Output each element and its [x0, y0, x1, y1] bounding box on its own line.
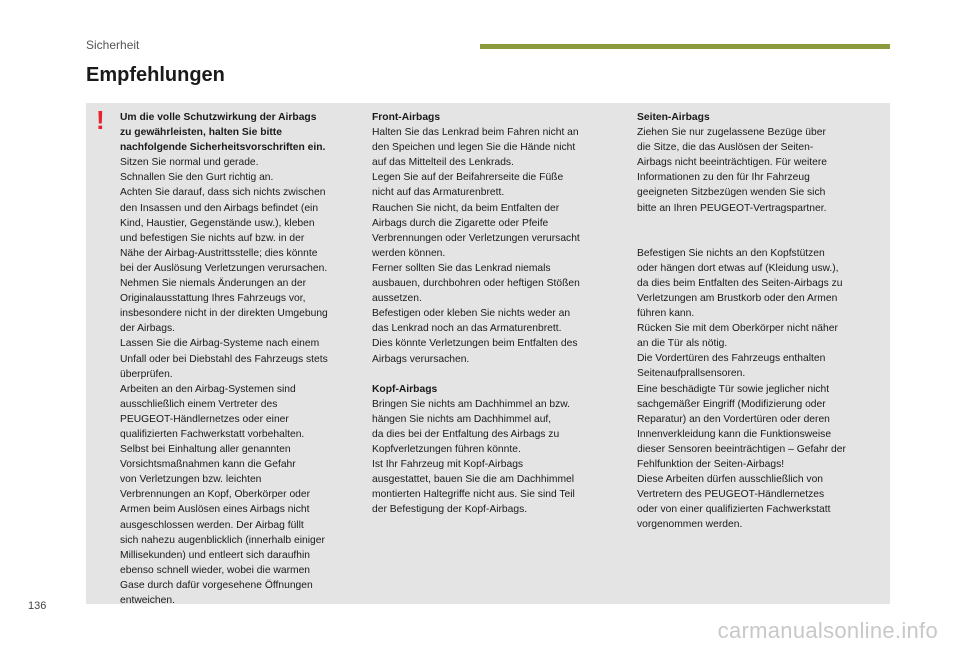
side-airbags-text: Ziehen Sie nur zugelassene Bezüge über die Sitze, die das Auslösen der Seiten- Airbags nicht beeinträchtigen. Für weitere Informationen zu den für Ihr Fahrzeug geeigneten Sitzbezügen wenden Sie sich bitte an Ihren PEUGEOT-Vertragspartner.: [637, 127, 828, 214]
page-title: Empfehlungen: [86, 64, 225, 86]
general-rules-text: Sitzen Sie normal und gerade. Schnallen Sie den Gurt richtig an. Achten Sie darauf, dass sich nichts zwischen den Insassen und den Airbags befindet (ein Kind, Haustier, Gegenstände usw.), kleben und befestigen Sie nichts auf bzw. in der Nähe der Airbag-Austrittsstelle; dies könnte bei der Auslösung Verletzungen verursachen. Nehmen Sie niemals Änderungen an der Originalausstattung Ihres Fahrzeugs vor, insbesondere nicht in der direkten Umgebung der Airbags. Lassen Sie die Airbag-Systeme nach einem Unfall oder bei Diebstahl des Fahrzeugs stets überprüfen. Arbeiten an den Airbag-Systemen sind ausschließlich einem Vertreter des PEUGEOT-Händlernetzes oder einer qualifizierten Fachwerkstatt vorbehalten. Selbst bei Einhaltung aller genannten Vorsichtsmaßnahmen kann die Gefahr von Verletzungen bzw. leichten Verbrennungen an Kopf, Oberkörper oder Armen beim Auslösen eines Airbags nicht ausgeschlossen werden. Der Airbag füllt sich nahezu augenblicklich (innerhalb einiger Millisekunden) und entleert sich daraufhin ebenso schnell wieder, wobei die warmen Gase durch dafür vorgesehene Öffnungen entweichen.: [120, 157, 328, 606]
section-label: Sicherheit: [86, 38, 140, 52]
front-airbags-heading: Front-Airbags: [372, 112, 441, 123]
section-accent-bar: [480, 44, 890, 49]
column-front-head-airbags: [372, 110, 617, 517]
page-number: 136: [28, 600, 47, 612]
side-airbags-heading: Seiten-Airbags: [637, 112, 710, 123]
exclamation-mark-icon: !: [96, 105, 105, 135]
front-airbags-text: Halten Sie das Lenkrad beim Fahren nicht an den Speichen und legen Sie die Hände nicht auf das Mittelteil des Lenkrads. Legen Sie auf der Beifahrerseite die Füße nicht auf das Armaturenbrett. Rauchen Sie nicht, da beim Entfalten der Airbags durch die Zigarette oder Pfeife Verbrennungen oder Verletzungen verursacht werden können. Ferner sollten Sie das Lenkrad niemals ausbauen, durchbohren oder heftigen Stößen aussetzen. Befestigen oder kleben Sie nichts weder an das Lenkrad noch an das Armaturenbrett. Dies könnte Verletzungen beim Entfalten des Airbags verursachen.: [372, 127, 580, 365]
head-airbags-text: Bringen Sie nichts am Dachhimmel an bzw. hängen Sie nichts am Dachhimmel auf, da dies bei der Entfaltung des Airbags zu Kopfverletzungen führen könnte. Ist Ihr Fahrzeug mit Kopf-Airbags ausgestattet, bauen Sie die am Dachhimmel montierten Haltegriffe nicht aus. Sie sind Teil der Befestigung der Kopf-Airbags.: [372, 398, 575, 516]
column-side-airbags: [637, 110, 882, 532]
side-airbags-text-2: Befestigen Sie nichts an den Kopfstützen oder hängen dort etwas auf (Kleidung usw.), da dies beim Entfalten des Seiten-Airbags zu Verletzungen am Brustkorb oder den Armen führen kann. Rücken Sie mit dem Oberkörper nicht näher an die Tür als nötig. Die Vordertüren des Fahrzeugs enthalten Seitenaufprallsensoren. Eine beschädigte Tür sowie jeglicher nicht sachgemäßer Eingriff (Modifizierung oder Reparatur) an den Vordertüren oder deren Innenverkleidung kann die Funktionsweise dieser Sensoren beeinträchtigen – Gefahr der Fehlfunktion der Seiten-Airbags! Diese Arbeiten dürfen ausschließlich von Vertretern des PEUGEOT-Händlernetzes oder von einer qualifizierten Fachwerkstatt vorgenommen werden.: [637, 247, 846, 531]
column-general-rules: [120, 110, 365, 608]
watermark: carmanualsonline.info: [717, 618, 938, 643]
head-airbags-heading: Kopf-Airbags: [372, 383, 438, 395]
intro-bold-text: Um die volle Schutzwirkung der Airbags zu gewährleisten, halten Sie bitte nachfolgende Sicherheitsvorschriften ein.: [120, 112, 326, 154]
